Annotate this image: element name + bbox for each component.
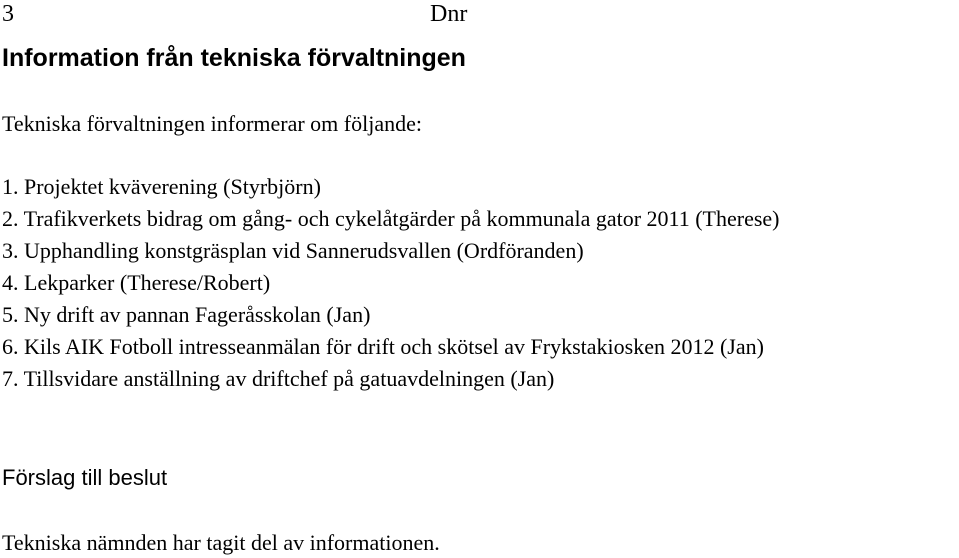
list-item: 2. Trafikverkets bidrag om gång- och cykelåtgärder på kommunala gator 2011 (Therese) (2, 206, 780, 231)
list-item: 5. Ny drift av pannan Fageråsskolan (Jan) (2, 302, 371, 327)
list-item: 7. Tillsvidare anställning av driftchef på gatuavdelningen (Jan) (2, 366, 555, 391)
document-title: Information från tekniska förvaltningen (2, 44, 466, 72)
intro-text: Tekniska förvaltningen informerar om följande: (2, 111, 422, 136)
information-list (2, 171, 780, 395)
list-item: 1. Projektet kväverening (Styrbjörn) (2, 174, 321, 199)
list-item: 3. Upphandling konstgräsplan vid Sannerudsvallen (Ordföranden) (2, 238, 584, 263)
page-number: 3 (2, 1, 14, 27)
list-item: 4. Lekparker (Therese/Robert) (2, 270, 271, 295)
proposal-text: Tekniska nämnden har tagit del av informationen. (2, 530, 440, 555)
list-item: 6. Kils AIK Fotboll intresseanmälan för drift och skötsel av Frykstakiosken 2012 (Jan) (2, 334, 764, 359)
dnr-label: Dnr (430, 1, 468, 27)
proposal-heading: Förslag till beslut (2, 465, 168, 490)
